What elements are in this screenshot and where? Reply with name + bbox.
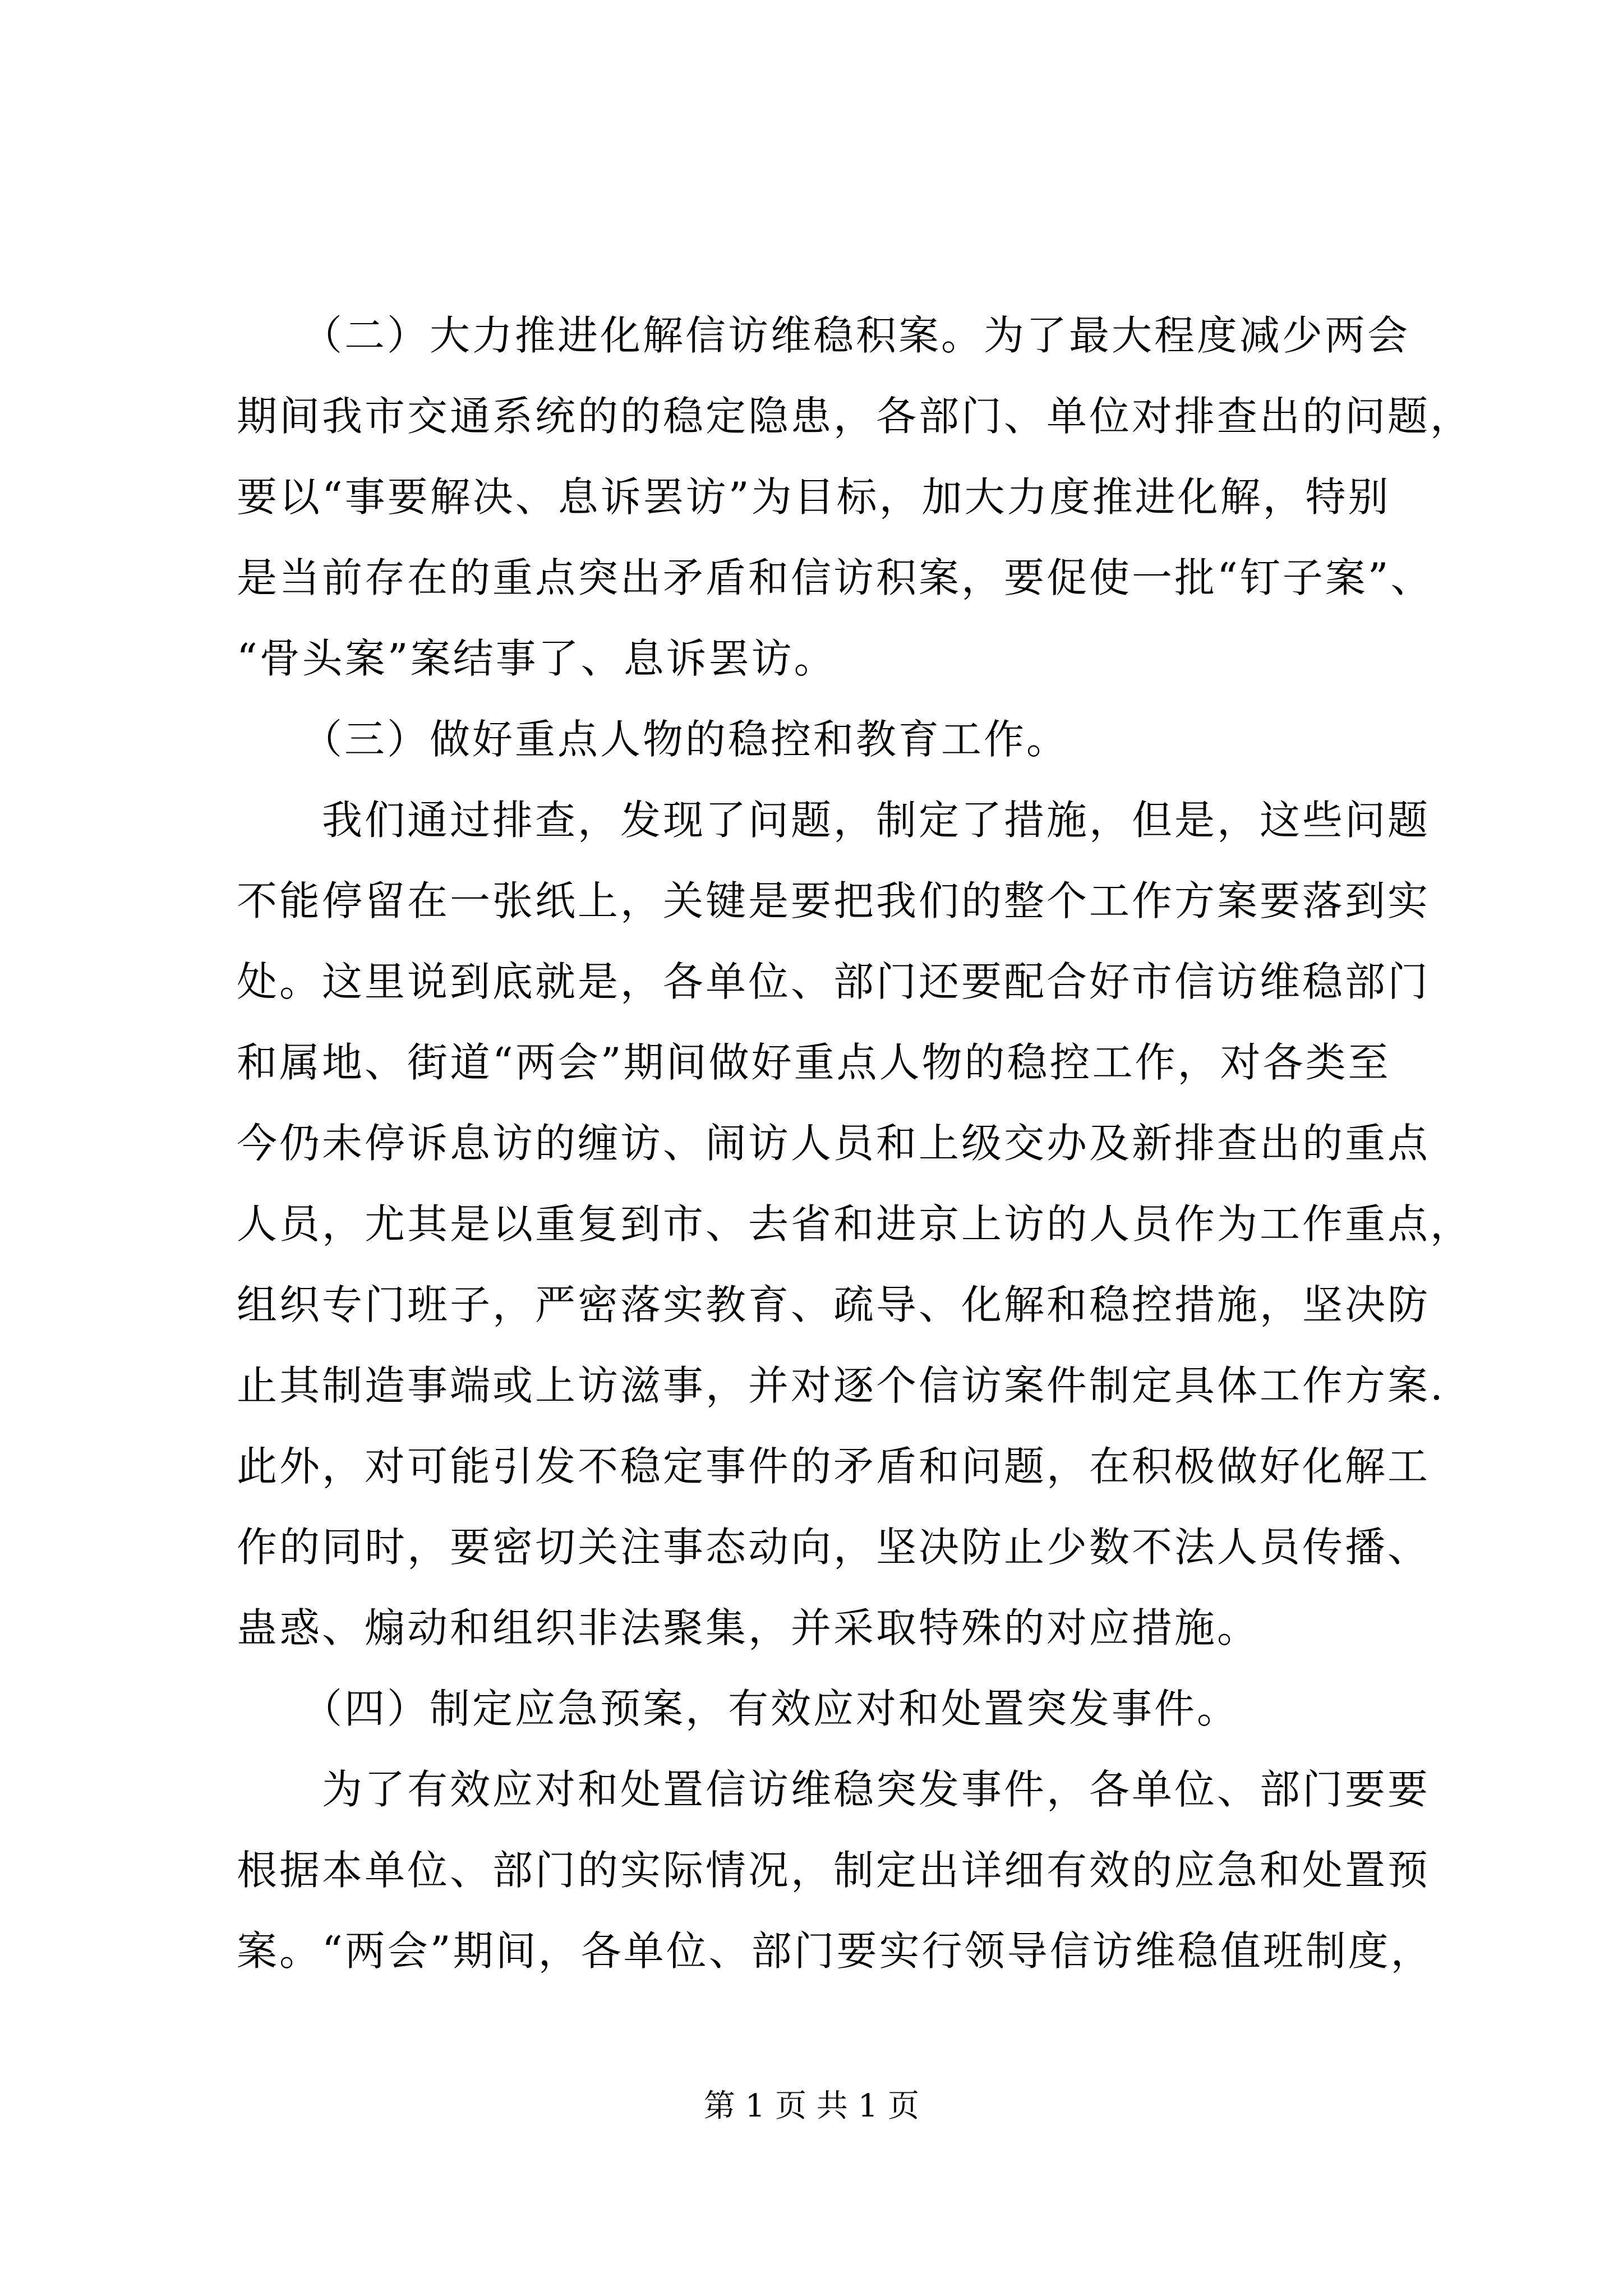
body-line: 今仍未停诉息访的缠访、闹访人员和上级交办及新排查出的重点: [237, 1120, 1431, 1167]
page-footer: 第 1 页 共 1 页: [703, 2088, 920, 2124]
body-line: 蛊惑、煽动和组织非法聚集，并采取特殊的对应措施。: [237, 1604, 1260, 1651]
body-line: （二）大力推进化解信访维稳积案。为了最大程度减少两会: [237, 312, 1410, 359]
body-line: 人员，尤其是以重复到市、去省和进京上访的人员作为工作重点，: [237, 1200, 1473, 1248]
section-heading: （四）制定应急预案，有效应对和处置突发事件。: [237, 1685, 1240, 1732]
body-line: 为了有效应对和处置信访维稳突发事件，各单位、部门要要: [237, 1766, 1431, 1813]
body-line: 我们通过排查，发现了问题，制定了措施，但是，这些问题: [237, 797, 1431, 844]
body-line: “骨头案”案结事了、息诉罢访。: [237, 635, 837, 682]
body-line: 是当前存在的重点突出矛盾和信访积案，要促使一批“钉子案”、: [237, 554, 1433, 601]
body-line: 作的同时，要密切关注事态动向，坚决防止少数不法人员传播、: [237, 1524, 1431, 1571]
body-line: 案。“两会”期间，各单位、部门要实行领导信访维稳值班制度，: [237, 1927, 1433, 1975]
body-line: 要以“事要解决、息诉罢访”为目标，加大力度推进化解，特别: [237, 473, 1391, 521]
body-line: 此外，对可能引发不稳定事件的矛盾和问题，在积极做好化解工: [237, 1443, 1431, 1490]
body-line: 期间我市交通系统的的稳定隐患，各部门、单位对排查出的问题，: [237, 393, 1473, 440]
body-line: 不能停留在一张纸上，关键是要把我们的整个工作方案要落到实: [237, 877, 1431, 924]
body-line: 处。这里说到底就是，各单位、部门还要配合好市信访维稳部门: [237, 958, 1431, 1005]
body-line: 根据本单位、部门的实际情况，制定出详细有效的应急和处置预: [237, 1847, 1431, 1894]
section-heading: （三）做好重点人物的稳控和教育工作。: [237, 716, 1069, 763]
body-line: 和属地、街道“两会”期间做好重点人物的稳控工作，对各类至: [237, 1039, 1391, 1086]
body-line: 止其制造事端或上访滋事，并对逐个信访案件制定具体工作方案.: [237, 1362, 1445, 1409]
body-line: 组织专门班子，严密落实教育、疏导、化解和稳控措施，坚决防: [237, 1281, 1431, 1328]
